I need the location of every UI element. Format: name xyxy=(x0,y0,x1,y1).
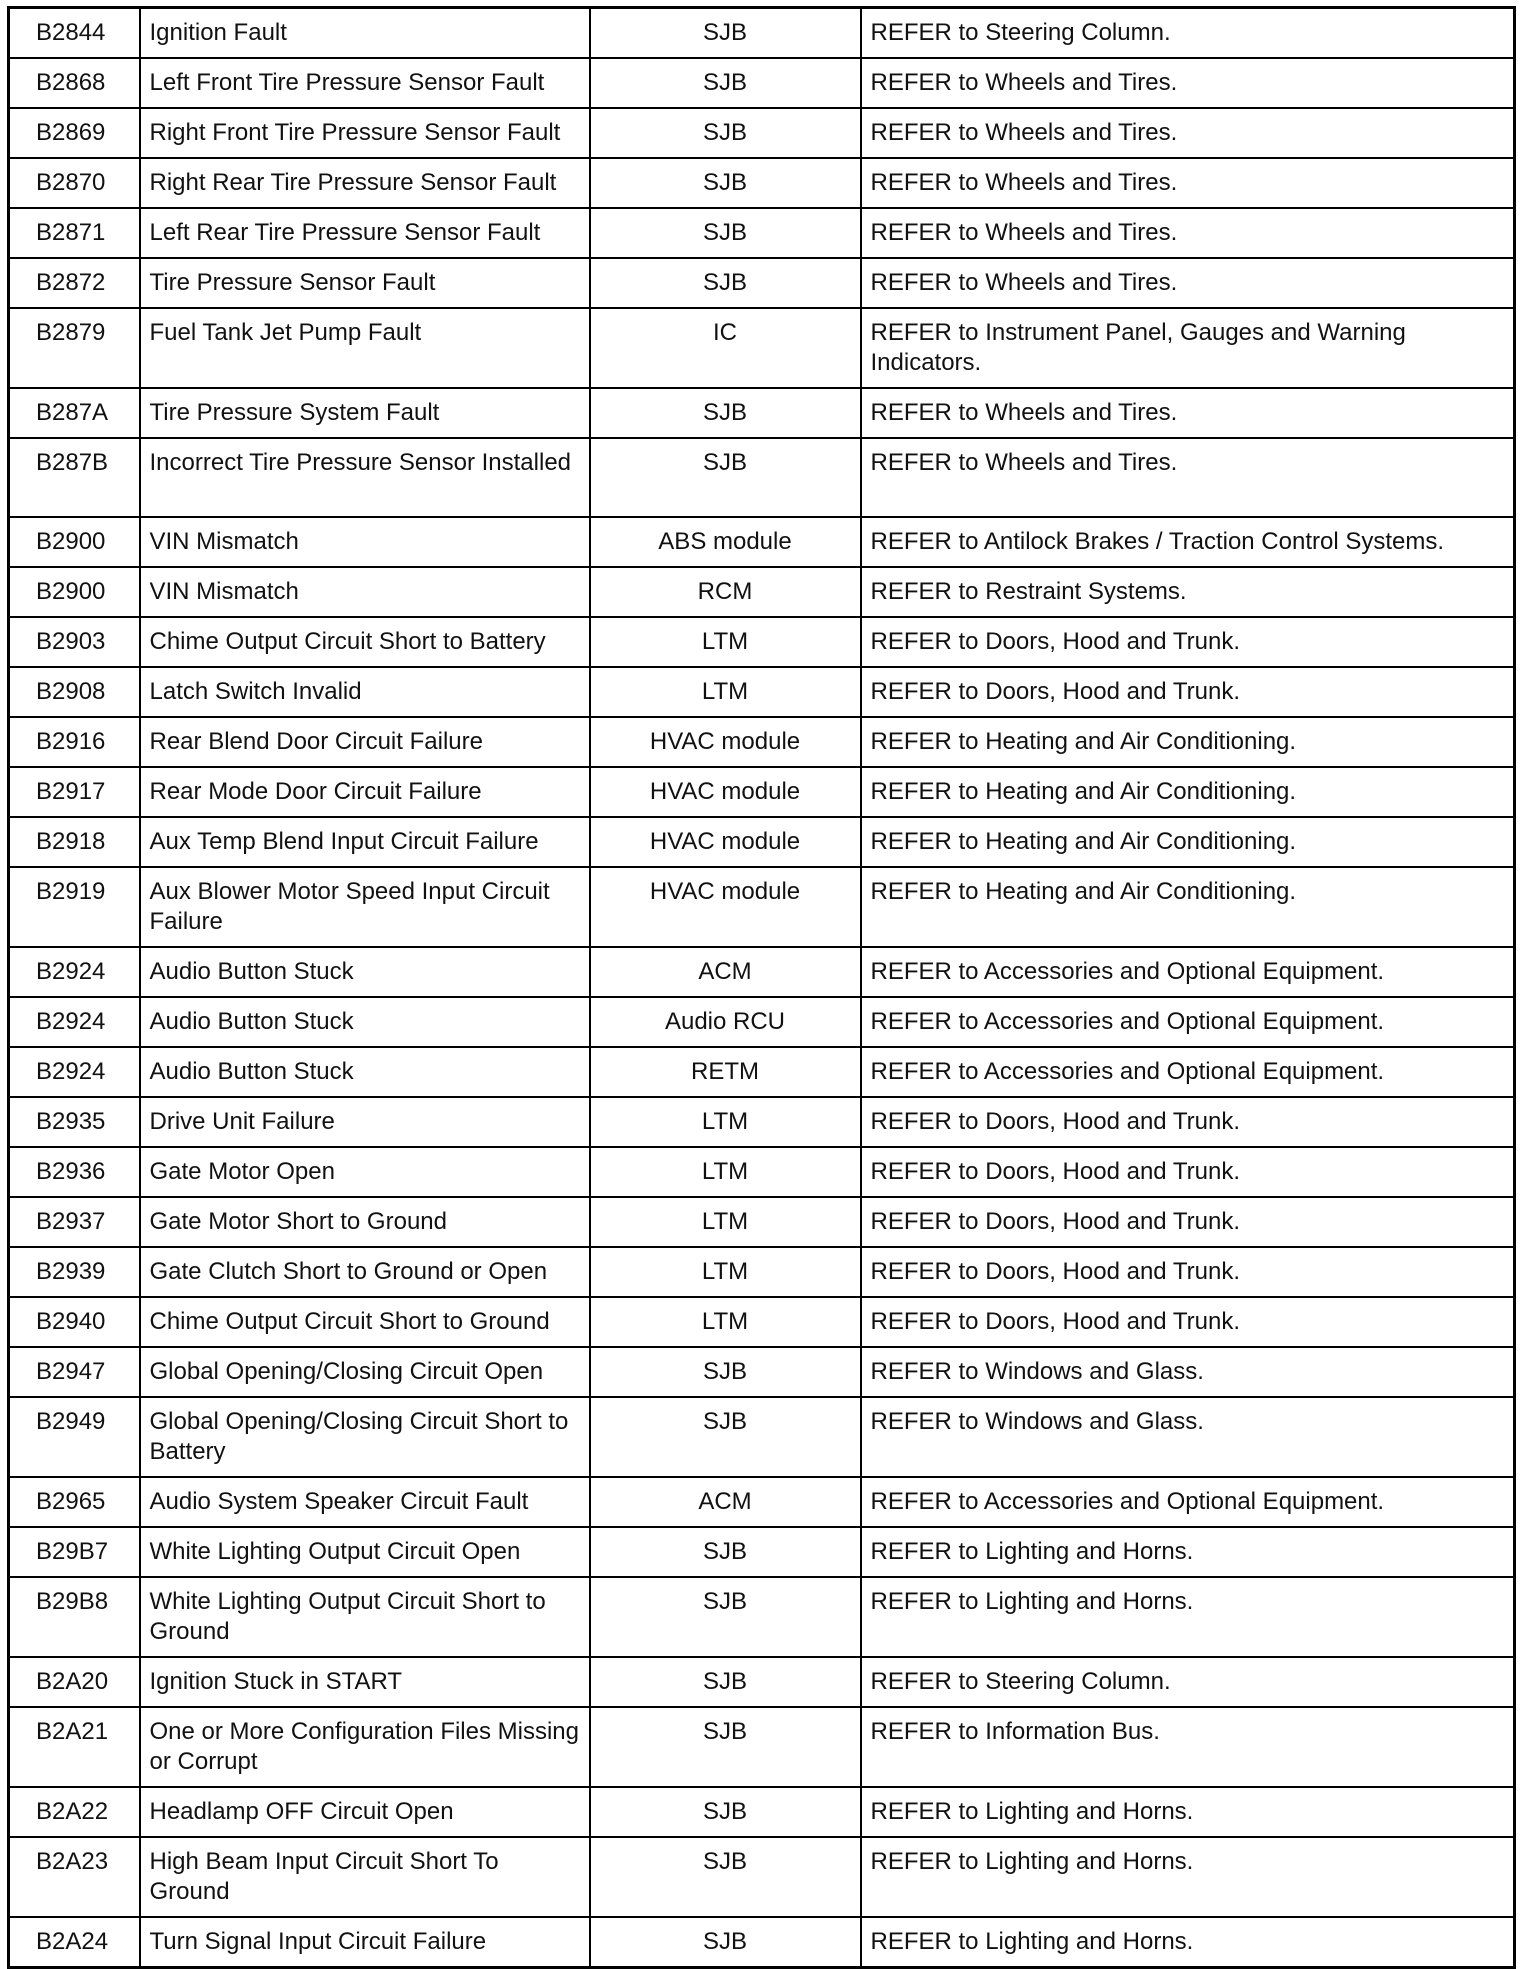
dtc-code-cell: B2917 xyxy=(9,767,140,817)
table-row xyxy=(9,1787,1515,1837)
dtc-description-cell: Global Opening/Closing Circuit Short to Battery xyxy=(140,1397,590,1477)
dtc-code-cell: B2924 xyxy=(9,997,140,1047)
dtc-module-cell: LTM xyxy=(590,1197,861,1247)
dtc-module-cell: Audio RCU xyxy=(590,997,861,1047)
dtc-description-cell: Ignition Stuck in START xyxy=(140,1657,590,1707)
dtc-code-cell: B2916 xyxy=(9,717,140,767)
dtc-code-cell: B287B xyxy=(9,438,140,517)
table-row xyxy=(9,1707,1515,1787)
dtc-code-cell: B2A21 xyxy=(9,1707,140,1787)
dtc-module-cell: SJB xyxy=(590,1787,861,1837)
dtc-module-cell: SJB xyxy=(590,58,861,108)
dtc-module-cell: HVAC module xyxy=(590,717,861,767)
table-row xyxy=(9,667,1515,717)
dtc-action-cell: REFER to Windows and Glass. xyxy=(861,1347,1515,1397)
dtc-code-cell: B2940 xyxy=(9,1297,140,1347)
table-row xyxy=(9,1527,1515,1577)
dtc-action-cell: REFER to Doors, Hood and Trunk. xyxy=(861,1297,1515,1347)
dtc-module-cell: SJB xyxy=(590,1657,861,1707)
dtc-description-cell: VIN Mismatch xyxy=(140,517,590,567)
dtc-description-cell: Audio System Speaker Circuit Fault xyxy=(140,1477,590,1527)
dtc-module-cell: SJB xyxy=(590,1837,861,1917)
table-row xyxy=(9,817,1515,867)
dtc-action-cell: REFER to Doors, Hood and Trunk. xyxy=(861,667,1515,717)
dtc-description-cell: Drive Unit Failure xyxy=(140,1097,590,1147)
dtc-module-cell: ABS module xyxy=(590,517,861,567)
dtc-description-cell: White Lighting Output Circuit Open xyxy=(140,1527,590,1577)
dtc-action-cell: REFER to Lighting and Horns. xyxy=(861,1527,1515,1577)
dtc-action-cell: REFER to Doors, Hood and Trunk. xyxy=(861,617,1515,667)
dtc-code-cell: B2919 xyxy=(9,867,140,947)
dtc-action-cell: REFER to Accessories and Optional Equipment. xyxy=(861,1477,1515,1527)
dtc-description-cell: Global Opening/Closing Circuit Open xyxy=(140,1347,590,1397)
table-row xyxy=(9,1917,1515,1968)
dtc-description-cell: Aux Temp Blend Input Circuit Failure xyxy=(140,817,590,867)
dtc-description-cell: Rear Blend Door Circuit Failure xyxy=(140,717,590,767)
dtc-action-cell: REFER to Wheels and Tires. xyxy=(861,258,1515,308)
dtc-code-cell: B2949 xyxy=(9,1397,140,1477)
dtc-action-cell: REFER to Lighting and Horns. xyxy=(861,1917,1515,1968)
dtc-action-cell: REFER to Wheels and Tires. xyxy=(861,388,1515,438)
dtc-action-cell: REFER to Antilock Brakes / Traction Control Systems. xyxy=(861,517,1515,567)
dtc-description-cell: Gate Clutch Short to Ground or Open xyxy=(140,1247,590,1297)
dtc-module-cell: ACM xyxy=(590,1477,861,1527)
dtc-module-cell: RETM xyxy=(590,1047,861,1097)
dtc-code-cell: B2936 xyxy=(9,1147,140,1197)
dtc-module-cell: SJB xyxy=(590,1917,861,1968)
dtc-description-cell: White Lighting Output Circuit Short to Ground xyxy=(140,1577,590,1657)
dtc-module-cell: HVAC module xyxy=(590,767,861,817)
dtc-description-cell: Right Front Tire Pressure Sensor Fault xyxy=(140,108,590,158)
dtc-module-cell: SJB xyxy=(590,1707,861,1787)
dtc-code-cell: B2908 xyxy=(9,667,140,717)
table-row xyxy=(9,1837,1515,1917)
table-row xyxy=(9,8,1515,59)
dtc-code-cell: B2A20 xyxy=(9,1657,140,1707)
dtc-description-cell: Tire Pressure System Fault xyxy=(140,388,590,438)
table-row xyxy=(9,1247,1515,1297)
dtc-code-cell: B2924 xyxy=(9,1047,140,1097)
dtc-module-cell: HVAC module xyxy=(590,867,861,947)
dtc-module-cell: SJB xyxy=(590,158,861,208)
dtc-action-cell: REFER to Heating and Air Conditioning. xyxy=(861,867,1515,947)
dtc-description-cell: Chime Output Circuit Short to Ground xyxy=(140,1297,590,1347)
dtc-module-cell: ACM xyxy=(590,947,861,997)
dtc-code-cell: B2870 xyxy=(9,158,140,208)
table-row xyxy=(9,388,1515,438)
dtc-description-cell: Right Rear Tire Pressure Sensor Fault xyxy=(140,158,590,208)
dtc-description-cell: Gate Motor Short to Ground xyxy=(140,1197,590,1247)
dtc-description-cell: VIN Mismatch xyxy=(140,567,590,617)
dtc-description-cell: Left Front Tire Pressure Sensor Fault xyxy=(140,58,590,108)
dtc-module-cell: LTM xyxy=(590,1297,861,1347)
table-row xyxy=(9,158,1515,208)
dtc-description-cell: Chime Output Circuit Short to Battery xyxy=(140,617,590,667)
dtc-description-cell: Audio Button Stuck xyxy=(140,1047,590,1097)
table-row xyxy=(9,1297,1515,1347)
dtc-module-cell: SJB xyxy=(590,1577,861,1657)
table-row xyxy=(9,947,1515,997)
dtc-code-cell: B2872 xyxy=(9,258,140,308)
dtc-module-cell: SJB xyxy=(590,438,861,517)
table-row xyxy=(9,567,1515,617)
dtc-description-cell: Rear Mode Door Circuit Failure xyxy=(140,767,590,817)
table-row xyxy=(9,517,1515,567)
dtc-code-cell: B29B7 xyxy=(9,1527,140,1577)
dtc-description-cell: Left Rear Tire Pressure Sensor Fault xyxy=(140,208,590,258)
table-row xyxy=(9,767,1515,817)
dtc-module-cell: SJB xyxy=(590,1527,861,1577)
dtc-description-cell: Turn Signal Input Circuit Failure xyxy=(140,1917,590,1968)
dtc-code-cell: B287A xyxy=(9,388,140,438)
table-row xyxy=(9,438,1515,517)
dtc-module-cell: SJB xyxy=(590,8,861,59)
dtc-code-cell: B2A23 xyxy=(9,1837,140,1917)
dtc-module-cell: SJB xyxy=(590,108,861,158)
dtc-module-cell: LTM xyxy=(590,1247,861,1297)
dtc-module-cell: HVAC module xyxy=(590,817,861,867)
table-row xyxy=(9,867,1515,947)
dtc-code-cell: B2879 xyxy=(9,308,140,388)
dtc-action-cell: REFER to Lighting and Horns. xyxy=(861,1577,1515,1657)
table-row xyxy=(9,1047,1515,1097)
dtc-action-cell: REFER to Wheels and Tires. xyxy=(861,108,1515,158)
dtc-action-cell: REFER to Windows and Glass. xyxy=(861,1397,1515,1477)
dtc-action-cell: REFER to Wheels and Tires. xyxy=(861,438,1515,517)
dtc-code-cell: B2A22 xyxy=(9,1787,140,1837)
dtc-action-cell: REFER to Lighting and Horns. xyxy=(861,1837,1515,1917)
table-row xyxy=(9,1577,1515,1657)
dtc-action-cell: REFER to Steering Column. xyxy=(861,8,1515,59)
dtc-action-cell: REFER to Doors, Hood and Trunk. xyxy=(861,1197,1515,1247)
table-row xyxy=(9,617,1515,667)
dtc-table-body xyxy=(9,8,1515,1968)
dtc-code-cell: B2935 xyxy=(9,1097,140,1147)
dtc-code-cell: B29B8 xyxy=(9,1577,140,1657)
table-row xyxy=(9,1097,1515,1147)
dtc-action-cell: REFER to Wheels and Tires. xyxy=(861,58,1515,108)
table-row xyxy=(9,1347,1515,1397)
dtc-description-cell: Audio Button Stuck xyxy=(140,997,590,1047)
dtc-module-cell: RCM xyxy=(590,567,861,617)
dtc-action-cell: REFER to Lighting and Horns. xyxy=(861,1787,1515,1837)
dtc-code-cell: B2900 xyxy=(9,517,140,567)
dtc-action-cell: REFER to Wheels and Tires. xyxy=(861,158,1515,208)
dtc-code-cell: B2965 xyxy=(9,1477,140,1527)
dtc-module-cell: SJB xyxy=(590,258,861,308)
table-row xyxy=(9,1657,1515,1707)
dtc-action-cell: REFER to Heating and Air Conditioning. xyxy=(861,717,1515,767)
table-row xyxy=(9,208,1515,258)
dtc-module-cell: SJB xyxy=(590,1347,861,1397)
dtc-description-cell: One or More Configuration Files Missing or Corrupt xyxy=(140,1707,590,1787)
dtc-description-cell: High Beam Input Circuit Short To Ground xyxy=(140,1837,590,1917)
dtc-action-cell: REFER to Doors, Hood and Trunk. xyxy=(861,1097,1515,1147)
table-row xyxy=(9,1397,1515,1477)
table-row xyxy=(9,308,1515,388)
table-row xyxy=(9,1477,1515,1527)
dtc-action-cell: REFER to Accessories and Optional Equipment. xyxy=(861,997,1515,1047)
dtc-description-cell: Audio Button Stuck xyxy=(140,947,590,997)
dtc-action-cell: REFER to Doors, Hood and Trunk. xyxy=(861,1147,1515,1197)
dtc-module-cell: LTM xyxy=(590,667,861,717)
dtc-action-cell: REFER to Steering Column. xyxy=(861,1657,1515,1707)
dtc-module-cell: LTM xyxy=(590,1147,861,1197)
dtc-module-cell: LTM xyxy=(590,1097,861,1147)
dtc-description-cell: Latch Switch Invalid xyxy=(140,667,590,717)
dtc-action-cell: REFER to Information Bus. xyxy=(861,1707,1515,1787)
table-row xyxy=(9,1147,1515,1197)
dtc-code-cell: B2900 xyxy=(9,567,140,617)
dtc-module-cell: LTM xyxy=(590,617,861,667)
dtc-module-cell: SJB xyxy=(590,388,861,438)
dtc-table xyxy=(7,6,1516,1969)
dtc-code-cell: B2903 xyxy=(9,617,140,667)
dtc-code-cell: B2844 xyxy=(9,8,140,59)
dtc-description-cell: Aux Blower Motor Speed Input Circuit Failure xyxy=(140,867,590,947)
dtc-action-cell: REFER to Restraint Systems. xyxy=(861,567,1515,617)
dtc-module-cell: IC xyxy=(590,308,861,388)
table-row xyxy=(9,717,1515,767)
dtc-action-cell: REFER to Accessories and Optional Equipment. xyxy=(861,1047,1515,1097)
dtc-action-cell: REFER to Instrument Panel, Gauges and Warning Indicators. xyxy=(861,308,1515,388)
table-row xyxy=(9,997,1515,1047)
dtc-action-cell: REFER to Heating and Air Conditioning. xyxy=(861,767,1515,817)
table-row xyxy=(9,108,1515,158)
dtc-description-cell: Tire Pressure Sensor Fault xyxy=(140,258,590,308)
dtc-code-cell: B2924 xyxy=(9,947,140,997)
dtc-description-cell: Ignition Fault xyxy=(140,8,590,59)
dtc-code-cell: B2869 xyxy=(9,108,140,158)
dtc-action-cell: REFER to Heating and Air Conditioning. xyxy=(861,817,1515,867)
table-row xyxy=(9,58,1515,108)
dtc-description-cell: Headlamp OFF Circuit Open xyxy=(140,1787,590,1837)
dtc-action-cell: REFER to Wheels and Tires. xyxy=(861,208,1515,258)
dtc-code-cell: B2871 xyxy=(9,208,140,258)
table-row xyxy=(9,258,1515,308)
dtc-module-cell: SJB xyxy=(590,208,861,258)
dtc-code-cell: B2918 xyxy=(9,817,140,867)
dtc-code-cell: B2A24 xyxy=(9,1917,140,1968)
dtc-description-cell: Fuel Tank Jet Pump Fault xyxy=(140,308,590,388)
dtc-action-cell: REFER to Doors, Hood and Trunk. xyxy=(861,1247,1515,1297)
dtc-code-cell: B2937 xyxy=(9,1197,140,1247)
dtc-code-cell: B2947 xyxy=(9,1347,140,1397)
dtc-module-cell: SJB xyxy=(590,1397,861,1477)
dtc-description-cell: Gate Motor Open xyxy=(140,1147,590,1197)
dtc-description-cell: Incorrect Tire Pressure Sensor Installed xyxy=(140,438,590,517)
dtc-action-cell: REFER to Accessories and Optional Equipment. xyxy=(861,947,1515,997)
dtc-code-cell: B2868 xyxy=(9,58,140,108)
table-row xyxy=(9,1197,1515,1247)
dtc-code-cell: B2939 xyxy=(9,1247,140,1297)
